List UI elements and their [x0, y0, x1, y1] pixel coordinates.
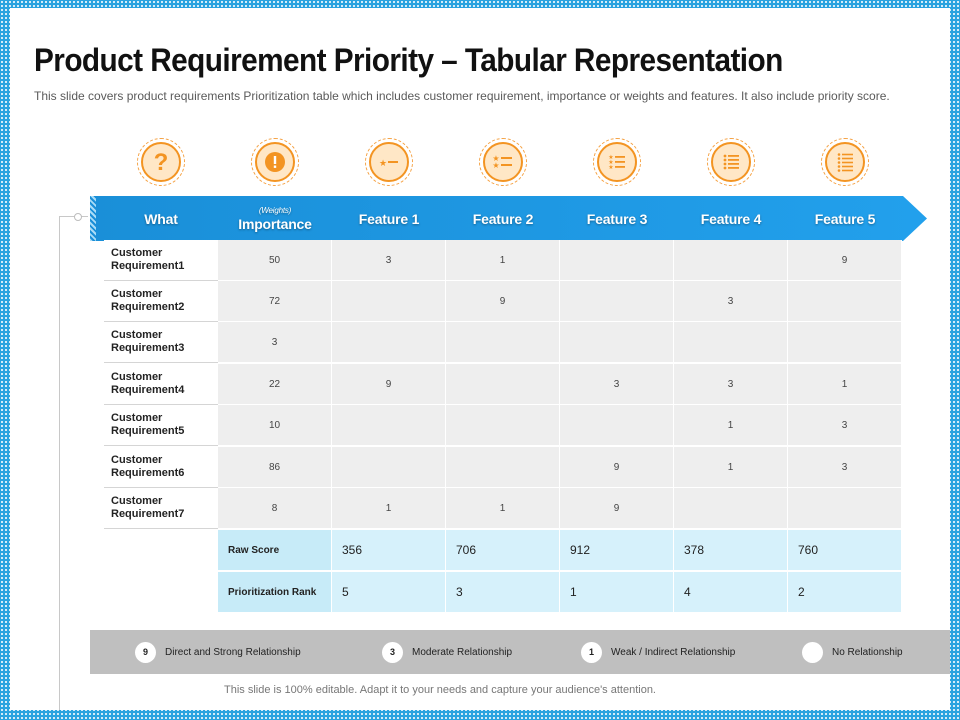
row-label-4: [104, 364, 218, 405]
row-label-line1: Customer: [111, 288, 163, 300]
header-importance: [218, 196, 332, 241]
table-cell: [446, 322, 560, 363]
raw-score-cell: 912: [560, 530, 674, 571]
rank-cell: 4: [674, 572, 788, 613]
table-cell: 3: [332, 240, 446, 281]
slide-subtitle: This slide covers product requirements Prioritization table which includes customer requirement, importance or weights and features. It also include priority score.: [34, 89, 890, 103]
table-cell: [788, 281, 902, 322]
header-stripes: [90, 196, 96, 241]
row-label-2: [104, 281, 218, 322]
legend-badge: 3: [382, 642, 403, 663]
table-cell: 86: [218, 447, 332, 488]
question-icon: [137, 138, 185, 186]
rank-label: Prioritization Rank: [218, 572, 332, 613]
raw-score-cell: 356: [332, 530, 446, 571]
row-label-line2: Requirement1: [111, 260, 185, 272]
slide: [10, 8, 950, 710]
legend-badge: 9: [135, 642, 156, 663]
row-label-line1: Customer: [111, 329, 163, 341]
table-cell: [788, 322, 902, 363]
table-cell: 10: [218, 405, 332, 446]
table-cell: 9: [560, 447, 674, 488]
rank-cell: 2: [788, 572, 902, 613]
header-weights-note: (Weights): [258, 205, 292, 215]
table-cell: 9: [788, 240, 902, 281]
legend-badge: [802, 642, 823, 663]
footer-note: This slide is 100% editable. Adapt it to your needs and capture your audience's attention.: [224, 684, 656, 696]
legend-label: No Relationship: [832, 646, 903, 658]
legend-label: Direct and Strong Relationship: [165, 646, 301, 658]
table-cell: 1: [674, 405, 788, 446]
table-cell: 72: [218, 281, 332, 322]
table-cell: 3: [674, 364, 788, 405]
row-label-line2: Requirement4: [111, 384, 185, 396]
table-cell: [446, 364, 560, 405]
table-cell: [560, 240, 674, 281]
legend-item-weak: [581, 630, 735, 674]
table-cell: [446, 447, 560, 488]
table-cell: 9: [446, 281, 560, 322]
table-cell: [560, 405, 674, 446]
table-cell: [560, 281, 674, 322]
table-cell: 1: [446, 240, 560, 281]
row-label-line1: Customer: [111, 371, 163, 383]
table-cell: 3: [218, 322, 332, 363]
row-label-6: [104, 447, 218, 488]
legend-badge: 1: [581, 642, 602, 663]
legend-item-strong: [135, 630, 301, 674]
table-cell: 3: [788, 405, 902, 446]
table-cell: 3: [788, 447, 902, 488]
star-list-2-icon: [479, 138, 527, 186]
header-feature-4: Feature 4: [700, 210, 762, 227]
raw-score-cell: 706: [446, 530, 560, 571]
header-feature-5: Feature 5: [814, 210, 876, 227]
table-cell: [788, 488, 902, 529]
legend-label: Weak / Indirect Relationship: [611, 646, 736, 658]
table-cell: 1: [674, 447, 788, 488]
svg-text:★: ★: [608, 164, 614, 171]
header-importance-label: Importance: [238, 215, 312, 232]
table-cell: [674, 322, 788, 363]
connector-dot: [74, 213, 82, 221]
svg-text:★: ★: [378, 159, 388, 169]
table-cell: 3: [560, 364, 674, 405]
header-feature-1: Feature 1: [358, 210, 420, 227]
table-cell: 1: [332, 488, 446, 529]
legend-item-none: [802, 630, 903, 674]
table-cell: 8: [218, 488, 332, 529]
table-cell: 50: [218, 240, 332, 281]
row-label-5: [104, 405, 218, 446]
bullet-list-5-icon: [821, 138, 869, 186]
rank-cell: 3: [446, 572, 560, 613]
header-feature-2: Feature 2: [472, 210, 534, 227]
star-list-1-icon: [365, 138, 413, 186]
row-label-line2: Requirement3: [111, 342, 185, 354]
table-cell: [332, 405, 446, 446]
row-label-line1: Customer: [111, 454, 163, 466]
rank-cell: 1: [560, 572, 674, 613]
svg-text:★: ★: [608, 154, 614, 161]
table-cell: [332, 447, 446, 488]
row-label-line2: Requirement2: [111, 301, 185, 313]
row-label-7: [104, 488, 218, 529]
bullet-list-4-icon: [707, 138, 755, 186]
table-cell: [332, 322, 446, 363]
header-what: What: [144, 210, 178, 227]
row-label-line1: Customer: [111, 412, 163, 424]
row-label-1: [104, 240, 218, 281]
exclamation-icon: [251, 138, 299, 186]
table-cell: 3: [674, 281, 788, 322]
header-feature-3: Feature 3: [586, 210, 648, 227]
table-cell: 1: [446, 488, 560, 529]
table-cell: 22: [218, 364, 332, 405]
star-list-3-icon: [593, 138, 641, 186]
raw-score-label: Raw Score: [218, 530, 332, 571]
table-cell: [674, 240, 788, 281]
row-label-line2: Requirement6: [111, 467, 185, 479]
legend-label: Moderate Relationship: [412, 646, 513, 658]
legend-item-moderate: [382, 630, 512, 674]
table-cell: [560, 322, 674, 363]
row-label-line2: Requirement5: [111, 425, 185, 437]
row-label-3: [104, 322, 218, 363]
table-cell: [446, 405, 560, 446]
row-label-line1: Customer: [111, 247, 163, 259]
row-label-line2: Requirement7: [111, 508, 185, 520]
table-cell: [674, 488, 788, 529]
table-cell: 9: [332, 364, 446, 405]
connector-line: [59, 216, 60, 710]
raw-score-cell: 378: [674, 530, 788, 571]
svg-text:★: ★: [608, 159, 614, 166]
rank-cell: 5: [332, 572, 446, 613]
table-cell: 9: [560, 488, 674, 529]
svg-text:★: ★: [492, 154, 500, 163]
row-label-line1: Customer: [111, 495, 163, 507]
table-cell: [332, 281, 446, 322]
slide-title: Product Requirement Priority – Tabular Representation: [34, 42, 783, 78]
raw-score-cell: 760: [788, 530, 902, 571]
table-cell: 1: [788, 364, 902, 405]
svg-text:★: ★: [492, 161, 500, 170]
svg-text:?: ?: [153, 149, 169, 175]
